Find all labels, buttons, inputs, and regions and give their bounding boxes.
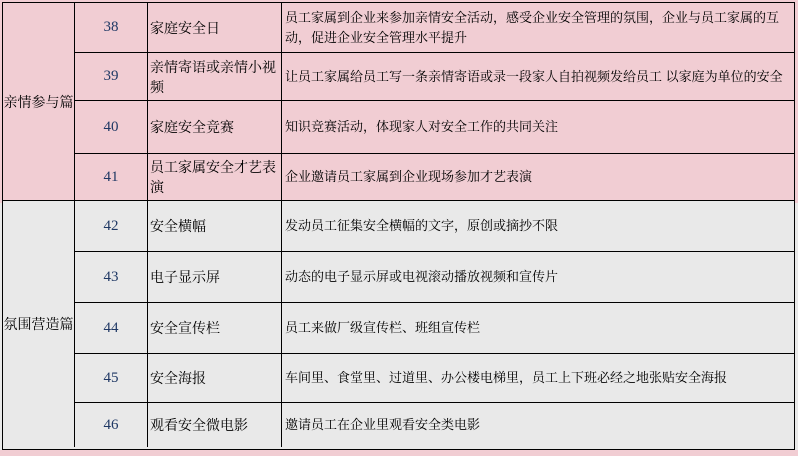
activity-description: 员工来做厂级宣传栏、班组宣传栏 bbox=[282, 303, 794, 354]
next-section-row-edge bbox=[0, 450, 798, 456]
activity-name: 家庭安全竞赛 bbox=[148, 101, 282, 154]
row-number: 44 bbox=[75, 303, 148, 354]
activity-description: 企业邀请员工家属到企业现场参加才艺表演 bbox=[282, 154, 794, 201]
activity-name: 观看安全微电影 bbox=[148, 403, 282, 447]
row-number: 39 bbox=[75, 53, 148, 101]
category-cell-atmosphere-building: 氛围营造篇 bbox=[3, 201, 75, 447]
category-cell-family-participation: 亲情参与篇 bbox=[3, 3, 75, 201]
section-atmosphere-building bbox=[3, 201, 794, 447]
activity-description: 让员工家属给员工写一条亲情寄语或录一段家人自拍视频发给员工 以家庭为单位的安全 bbox=[282, 53, 794, 101]
row-number: 43 bbox=[75, 252, 148, 303]
activity-name: 安全横幅 bbox=[148, 201, 282, 252]
activity-description: 知识竞赛活动，体现家人对安全工作的共同关注 bbox=[282, 101, 794, 154]
activity-name: 电子显示屏 bbox=[148, 252, 282, 303]
row-number: 41 bbox=[75, 154, 148, 201]
activity-name: 员工家属安全才艺表演 bbox=[148, 154, 282, 201]
activity-description: 邀请员工在企业里观看安全类电影 bbox=[285, 417, 481, 432]
row-number: 38 bbox=[75, 3, 148, 53]
activity-description: 员工家属到企业来参加亲情安全活动，感受企业安全管理的氛围，企业与员工家属的互动，促进企业安全管理水平提升 bbox=[282, 3, 794, 53]
activity-name: 亲情寄语或亲情小视频 bbox=[148, 53, 282, 101]
section-family-participation bbox=[3, 3, 794, 201]
activity-name: 安全宣传栏 bbox=[148, 303, 282, 354]
activity-description: 车间里、食堂里、过道里、办公楼电梯里，员工上下班必经之地张贴安全海报 bbox=[282, 354, 794, 403]
activity-name: 安全海报 bbox=[148, 354, 282, 403]
activity-description: 动态的电子显示屏或电视滚动播放视频和宣传片 bbox=[282, 252, 794, 303]
row-number: 42 bbox=[75, 201, 148, 252]
safety-activities-table bbox=[2, 2, 795, 450]
activity-name: 家庭安全日 bbox=[148, 3, 282, 53]
row-number: 45 bbox=[75, 354, 148, 403]
row-number: 46 bbox=[75, 403, 148, 447]
row-number: 40 bbox=[75, 101, 148, 154]
activity-description: 发动员工征集安全横幅的文字，原创或摘抄不限 bbox=[282, 201, 794, 252]
